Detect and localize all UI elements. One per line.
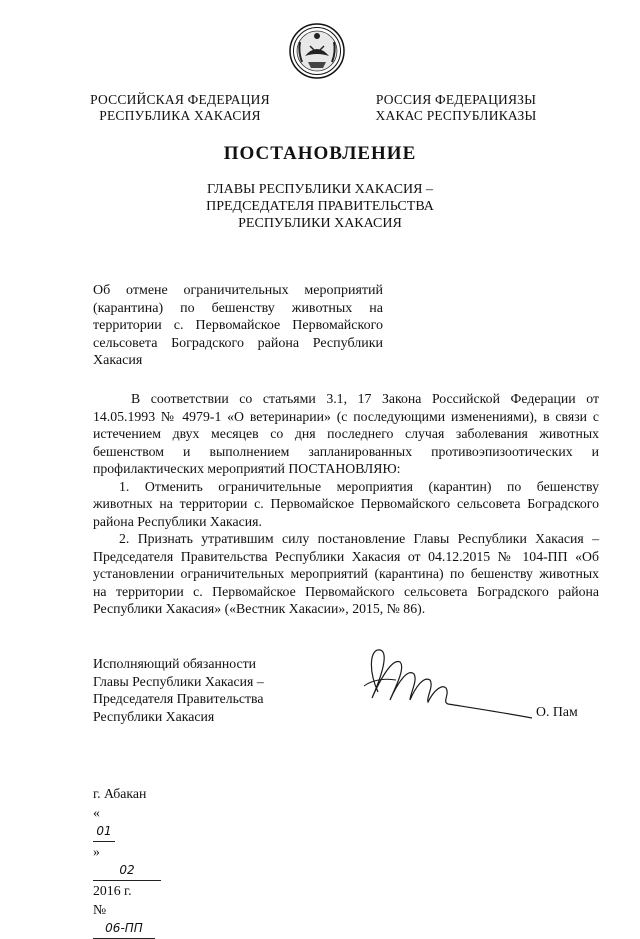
handwritten-signature	[350, 640, 540, 720]
subject-line: Хакасия	[93, 353, 143, 368]
body-line: бешенством и выполнением запланированных противоэпизоотических и	[93, 443, 599, 459]
body-line: района Республики Хакасия.	[93, 513, 262, 529]
body-line: 14.05.1993 № 4979-1 «О ветеринарии» (с последующими изменениями), в связи с	[93, 408, 599, 424]
date-month: 02	[93, 861, 161, 881]
city: г. Абакан	[93, 786, 147, 801]
body-line: профилактических мероприятий ПОСТАНОВЛЯЮ:	[93, 461, 401, 476]
signatory-line: Исполняющий обязанности	[93, 656, 256, 671]
body-line: Республики Хакасия» («Вестник Хакасии», 2015, № 86).	[93, 601, 426, 616]
body-line: 2. Признать утратившим силу постановление Главы Республики Хакасия –	[119, 531, 599, 546]
header-left-line: РЕСПУБЛИКА ХАКАСИЯ	[99, 108, 261, 123]
header-right-line: РОССИЯ ФЕДЕРАЦИЯЗЫ	[375, 92, 537, 107]
body-line: установлении ограничительных мероприятий (карантина) по бешенству животных	[93, 566, 599, 581]
subtitle-line: ПРЕДСЕДАТЕЛЯ ПРАВИТЕЛЬСТВА	[206, 199, 434, 214]
subject-line: территории с. Первомайское Первомайского	[93, 318, 383, 333]
date-day: 01	[93, 822, 115, 842]
body-line: истечением двух месяцев со дня последнего случая заболевания животных	[93, 426, 599, 441]
number-line	[93, 900, 161, 939]
body-line: Председателя Правительства Республики Хакасия от 04.12.2015 № 104-ПП «Об	[93, 548, 599, 564]
date-line	[93, 803, 161, 900]
header-left	[80, 92, 280, 124]
place-date-number	[93, 784, 161, 939]
body-line: на территории с. Первомайское Первомайского сельсовета Боградского района	[93, 583, 599, 599]
signatory-position	[93, 655, 264, 725]
body-line: В соответствии со статьями 3.1, 17 Закона Российской Федерации от	[131, 391, 599, 406]
document-title: ПОСТАНОВЛЕНИЕ	[223, 143, 417, 164]
signatory-name: О. Пам	[536, 704, 578, 719]
document-body	[93, 390, 599, 618]
date-open-quote: «	[93, 805, 100, 820]
signatory-line: Главы Республики Хакасия –	[93, 673, 264, 689]
document-number: 06-ПП	[93, 919, 155, 939]
subject-line: (карантина) по бешенству животных на	[93, 300, 383, 316]
signatory-line: Председателя Правительства	[93, 691, 264, 706]
date-year: 2016 г.	[93, 883, 132, 898]
body-line: животных на территории с. Первомайское Первомайского сельсовета Боградского	[93, 496, 599, 511]
header-right-line: ХАКАС РЕСПУБЛИКАЗЫ	[375, 108, 537, 123]
document-subtitle	[0, 181, 640, 232]
date-close-quote: »	[93, 844, 100, 859]
subtitle-line: ГЛАВЫ РЕСПУБЛИКИ ХАКАСИЯ –	[207, 182, 433, 197]
header-right	[356, 92, 556, 124]
header-left-line: РОССИЙСКАЯ ФЕДЕРАЦИЯ	[90, 92, 270, 107]
coat-of-arms-icon	[288, 22, 346, 80]
subject-block	[93, 282, 383, 370]
subtitle-line: РЕСПУБЛИКИ ХАКАСИЯ	[238, 216, 402, 231]
number-prefix: №	[93, 902, 107, 917]
signatory-line: Республики Хакасия	[93, 708, 215, 724]
subject-line: сельсовета Боградского района Республики	[93, 335, 383, 351]
subject-line: Об отмене ограничительных мероприятий	[93, 283, 383, 298]
body-line: 1. Отменить ограничительные мероприятия (карантин) по бешенству	[119, 478, 599, 494]
